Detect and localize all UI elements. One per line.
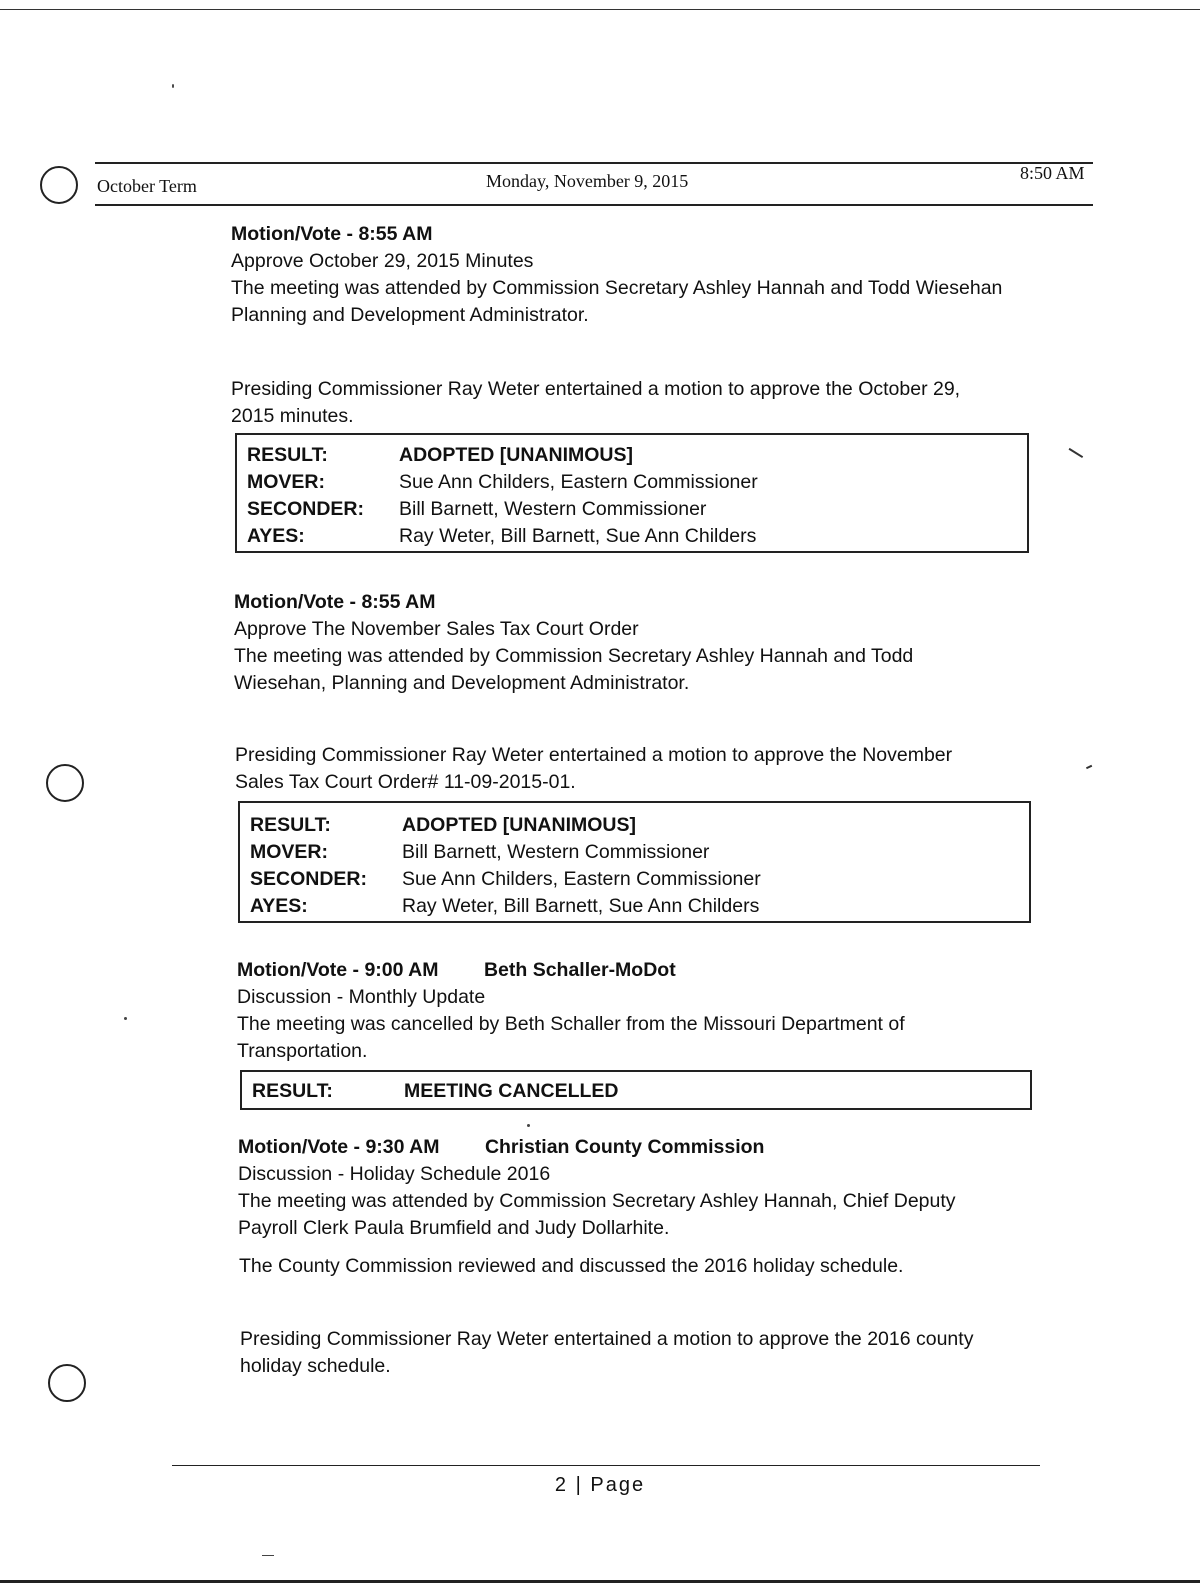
motion-label: Motion/Vote - [231, 223, 354, 245]
scan-mark [1086, 765, 1092, 769]
ayes-label: AYES: [247, 525, 305, 547]
page-number: 2 | Page [554, 1474, 646, 1496]
table-row [237, 523, 758, 550]
result-label: RESULT: [250, 814, 331, 836]
result-box-1 [235, 433, 1029, 553]
scan-speck [172, 84, 174, 88]
motion-text-1 [231, 376, 960, 430]
motion-text-2 [235, 742, 952, 796]
item-heading [237, 957, 905, 984]
scan-mark [1069, 448, 1083, 458]
item-time: 9:30 AM [365, 1136, 440, 1158]
table-row [240, 893, 761, 920]
result-value: ADOPTED [UNANIMOUS] [399, 444, 633, 466]
motion-line: Presiding Commissioner Ray Weter entertained a motion to approve the November [235, 744, 953, 766]
seconder-label: SECONDER: [247, 498, 365, 520]
punch-hole-icon [48, 1364, 86, 1402]
item-title: Discussion - Holiday Schedule 2016 [238, 1163, 551, 1185]
table-row [240, 839, 761, 866]
attendance-line: Transportation. [237, 1040, 368, 1062]
scan-speck [262, 1555, 274, 1556]
motion-line: Presiding Commissioner Ray Weter entertained a motion to approve the 2016 county [240, 1328, 974, 1350]
attendance-line: Planning and Development Administrator. [231, 304, 589, 326]
item-presenter: Christian County Commission [484, 1136, 765, 1158]
attendance-line: The meeting was attended by Commission Secretary Ashley Hannah and Todd [234, 645, 914, 667]
header-time: 8:50 AM [1020, 163, 1085, 183]
attendance-line: The meeting was attended by Commission Secretary Ashley Hannah and Todd Wiesehan [231, 277, 1003, 299]
motion-line: 2015 minutes. [231, 405, 354, 427]
item-time: 9:00 AM [364, 959, 439, 981]
item-heading [234, 589, 913, 616]
item-title: Approve The November Sales Tax Court Order [234, 618, 639, 640]
seconder-value: Bill Barnett, Western Commissioner [399, 498, 707, 520]
header-date: Monday, November 9, 2015 [486, 171, 689, 191]
scan-edge-bottom [0, 1580, 1200, 1583]
item-presenter: Beth Schaller-MoDot [483, 959, 676, 981]
attendance-line: Payroll Clerk Paula Brumfield and Judy Dollarhite. [238, 1217, 670, 1239]
ayes-value: Ray Weter, Bill Barnett, Sue Ann Childers [402, 895, 760, 917]
result-table [237, 442, 758, 550]
item-heading [231, 221, 1002, 248]
header-term: October Term [97, 176, 197, 196]
punch-hole-icon [46, 764, 84, 802]
item-time: 8:55 AM [361, 591, 436, 613]
table-row [240, 866, 761, 893]
review-text-4 [239, 1253, 903, 1280]
result-value: ADOPTED [UNANIMOUS] [402, 814, 636, 836]
punch-hole-icon [40, 166, 78, 204]
motion-label: Motion/Vote - [238, 1136, 361, 1158]
ayes-label: AYES: [250, 895, 308, 917]
motion-text-4 [240, 1326, 973, 1380]
agenda-item-2 [234, 589, 913, 697]
attendance-line: Wiesehan, Planning and Development Administrator. [234, 672, 690, 694]
table-row [237, 496, 758, 523]
mover-value: Sue Ann Childers, Eastern Commissioner [399, 471, 758, 493]
mover-label: MOVER: [250, 841, 328, 863]
item-time: 8:55 AM [358, 223, 433, 245]
attendance-line: The meeting was cancelled by Beth Schaller from the Missouri Department of [237, 1013, 905, 1035]
scan-speck [124, 1017, 127, 1020]
mover-value: Bill Barnett, Western Commissioner [402, 841, 710, 863]
footer-rule [172, 1465, 1040, 1466]
attendance-line: The meeting was attended by Commission Secretary Ashley Hannah, Chief Deputy [238, 1190, 956, 1212]
item-title: Approve October 29, 2015 Minutes [231, 250, 534, 272]
header-rule-top [95, 162, 1093, 164]
agenda-item-3 [237, 957, 905, 1065]
result-value: MEETING CANCELLED [404, 1080, 619, 1102]
table-row [237, 469, 758, 496]
mover-label: MOVER: [247, 471, 325, 493]
table-row [240, 812, 761, 839]
scan-speck [527, 1124, 530, 1127]
scan-edge-top [0, 9, 1200, 10]
result-label: RESULT: [247, 444, 328, 466]
motion-line: Presiding Commissioner Ray Weter entertained a motion to approve the October 29, [231, 378, 961, 400]
result-label: RESULT: [252, 1080, 333, 1102]
result-table [242, 1078, 619, 1105]
seconder-label: SECONDER: [250, 868, 368, 890]
motion-line: Sales Tax Court Order# 11-09-2015-01. [235, 771, 576, 793]
result-table [240, 812, 761, 920]
ayes-value: Ray Weter, Bill Barnett, Sue Ann Childers [399, 525, 757, 547]
agenda-item-1 [231, 221, 1002, 329]
motion-label: Motion/Vote - [237, 959, 360, 981]
table-row [242, 1078, 619, 1105]
motion-line: holiday schedule. [240, 1355, 391, 1377]
header-rule-bottom [95, 204, 1093, 206]
agenda-item-4 [238, 1134, 956, 1242]
table-row [237, 442, 758, 469]
result-box-2 [238, 801, 1031, 923]
item-heading [238, 1134, 956, 1161]
result-box-3 [240, 1070, 1032, 1110]
review-line: The County Commission reviewed and discussed the 2016 holiday schedule. [239, 1255, 904, 1277]
seconder-value: Sue Ann Childers, Eastern Commissioner [402, 868, 761, 890]
item-title: Discussion - Monthly Update [237, 986, 486, 1008]
motion-label: Motion/Vote - [234, 591, 357, 613]
